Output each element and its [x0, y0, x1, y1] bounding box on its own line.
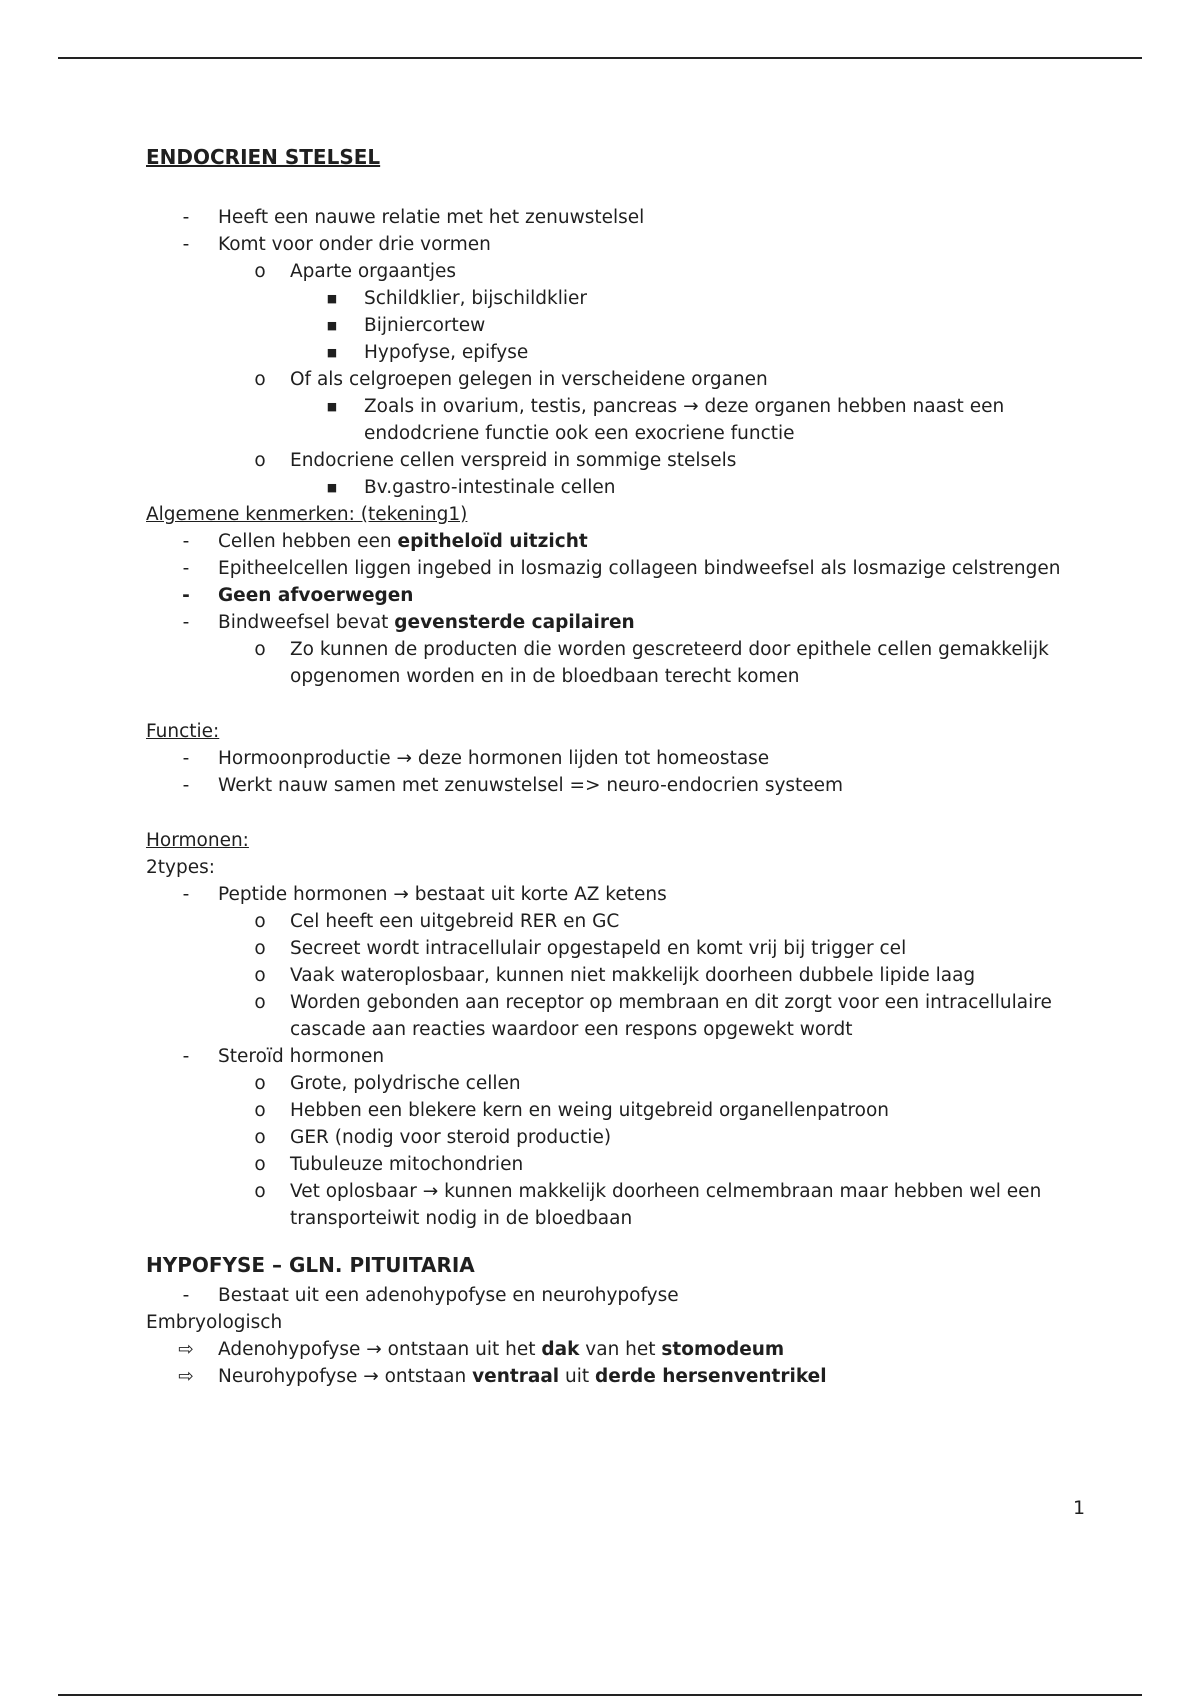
list-item-text: Hypofyse, epifyse [364, 342, 529, 363]
list-item [146, 393, 1106, 447]
circle-bullet: o [254, 1181, 266, 1202]
list-item [146, 772, 1106, 799]
circle-bullet: o [254, 1073, 266, 1094]
list-item-text: Bv.gastro-intestinale cellen [364, 477, 616, 498]
dash-bullet: - [182, 207, 190, 228]
list-item [146, 1124, 1106, 1151]
list-item [146, 908, 1106, 935]
dash-bullet: - [182, 612, 190, 633]
list-item [146, 258, 1106, 285]
types-label [146, 854, 1106, 881]
list-item-text: Heeft een nauwe relatie met het zenuwstelsel [218, 207, 645, 228]
list-item-text: Grote, polydrische cellen [290, 1073, 521, 1094]
circle-bullet: o [254, 1154, 266, 1175]
dash-bullet: - [182, 558, 190, 579]
subheading-kenmerken [146, 501, 1106, 528]
embryo-label [146, 1309, 1106, 1336]
list-item-text: Hebben een blekere kern en weing uitgebreid organellenpatroon [290, 1100, 890, 1121]
circle-bullet: o [254, 369, 266, 390]
dash-bullet: - [182, 884, 190, 905]
circle-bullet: o [254, 261, 266, 282]
list-item [146, 285, 1106, 312]
document-body [146, 144, 1106, 1390]
list-item-text: Endocriene cellen verspreid in sommige stelsels [290, 450, 737, 471]
arrow-bullet-icon: ⇨ [178, 1339, 194, 1360]
list-item-text: Peptide hormonen → bestaat uit korte AZ ketens [218, 884, 667, 905]
embryo-text: Embryologisch [146, 1312, 283, 1333]
arrow-bullet-icon: ⇨ [178, 1366, 194, 1387]
list-item-text: Cel heeft een uitgebreid RER en GC [290, 911, 620, 932]
square-bullet: ■ [326, 400, 338, 413]
list-item-text: Bestaat uit een adenohypofyse en neurohypofyse [218, 1285, 679, 1306]
circle-bullet: o [254, 965, 266, 986]
top-rule [58, 57, 1142, 59]
dash-bullet: - [182, 748, 190, 769]
circle-bullet: o [254, 938, 266, 959]
subheading-text: Hormonen: [146, 830, 249, 851]
list-item-text: GER (nodig voor steroid productie) [290, 1127, 612, 1148]
dash-bullet: - [182, 234, 190, 255]
list-item-text: Vet oplosbaar → kunnen makkelijk doorheen celmembraan maar hebben wel een transporteiwit nodig in de bloedbaan [290, 1181, 1042, 1229]
subheading-text: Functie: [146, 721, 220, 742]
list-item [146, 745, 1106, 772]
list-item-text: Steroïd hormonen [218, 1046, 385, 1067]
list-item [146, 636, 1106, 690]
subheading-text: Algemene kenmerken: (tekening1) [146, 504, 468, 525]
list-item [146, 528, 1106, 555]
list-item [146, 609, 1106, 636]
section-title-hypofyse [146, 1252, 1106, 1282]
list-item [146, 555, 1106, 582]
list-item-text: Adenohypofyse → ontstaan uit het dak van het stomodeum [218, 1339, 785, 1360]
list-item [146, 881, 1106, 908]
circle-bullet: o [254, 639, 266, 660]
list-item [146, 339, 1106, 366]
dash-bullet: - [182, 585, 190, 606]
list-item [146, 989, 1106, 1043]
list-item [146, 582, 1106, 609]
list-item [146, 1070, 1106, 1097]
square-bullet: ■ [326, 319, 338, 332]
list-item [146, 962, 1106, 989]
subheading-functie [146, 718, 1106, 745]
list-item [146, 474, 1106, 501]
list-item-text: Komt voor onder drie vormen [218, 234, 491, 255]
section-title-endocrien [146, 144, 1106, 180]
list-item [146, 204, 1106, 231]
list-item-text: Tubuleuze mitochondrien [290, 1154, 524, 1175]
list-item-text: Geen afvoerwegen [218, 585, 414, 606]
list-item [146, 1282, 1106, 1309]
list-item-text: Aparte orgaantjes [290, 261, 457, 282]
circle-bullet: o [254, 992, 266, 1013]
dash-bullet: - [182, 1285, 190, 1306]
dash-bullet: - [182, 531, 190, 552]
list-item [146, 312, 1106, 339]
list-item-text: Bijniercortew [364, 315, 486, 336]
list-item [146, 1097, 1106, 1124]
bottom-rule [58, 1694, 1142, 1696]
list-item [146, 231, 1106, 258]
page-number: 1 [1073, 1497, 1086, 1519]
list-item-text: Neurohypofyse → ontstaan ventraal uit derde hersenventrikel [218, 1366, 827, 1387]
list-item [146, 1363, 1106, 1390]
dash-bullet: - [182, 775, 190, 796]
list-item-text: Worden gebonden aan receptor op membraan en dit zorgt voor een intracellulaire cascade aan reacties waardoor een respons opgewekt wordt [290, 992, 1052, 1040]
square-bullet: ■ [326, 346, 338, 359]
list-item [146, 1336, 1106, 1363]
subheading-hormonen [146, 827, 1106, 854]
list-item [146, 1151, 1106, 1178]
circle-bullet: o [254, 450, 266, 471]
list-item-text: Epitheelcellen liggen ingebed in losmazig collageen bindweefsel als losmazige celstrengen [218, 558, 1061, 579]
types-text: 2types: [146, 857, 215, 878]
list-item-text: Hormoonproductie → deze hormonen lijden tot homeostase [218, 748, 770, 769]
square-bullet: ■ [326, 481, 338, 494]
circle-bullet: o [254, 1127, 266, 1148]
list-item-text: Werkt nauw samen met zenuwstelsel => neuro-endocrien systeem [218, 775, 844, 796]
list-item [146, 935, 1106, 962]
list-item [146, 447, 1106, 474]
list-item [146, 366, 1106, 393]
square-bullet: ■ [326, 292, 338, 305]
circle-bullet: o [254, 911, 266, 932]
list-item-text: Of als celgroepen gelegen in verscheidene organen [290, 369, 768, 390]
list-item [146, 1178, 1106, 1232]
dash-bullet: - [182, 1046, 190, 1067]
section-heading: HYPOFYSE – GLN. PITUITARIA [146, 1253, 475, 1277]
circle-bullet: o [254, 1100, 266, 1121]
list-item-text: Zo kunnen de producten die worden gescreteerd door epithele cellen gemakkelijk opgenomen worden en in de bloedbaan terecht komen [290, 639, 1049, 687]
list-item-text: Vaak wateroplosbaar, kunnen niet makkelijk doorheen dubbele lipide laag [290, 965, 976, 986]
list-item-text: Bindweefsel bevat gevensterde capilairen [218, 612, 635, 633]
list-item [146, 1043, 1106, 1070]
list-item-text: Secreet wordt intracellulair opgestapeld en komt vrij bij trigger cel [290, 938, 907, 959]
list-item-text: Zoals in ovarium, testis, pancreas → deze organen hebben naast een endodcriene functie ook een exocriene functie [364, 396, 1005, 444]
page-title: ENDOCRIEN STELSEL [146, 145, 381, 169]
list-item-text: Schildklier, bijschildklier [364, 288, 587, 309]
list-item-text: Cellen hebben een epitheloïd uitzicht [218, 531, 588, 552]
